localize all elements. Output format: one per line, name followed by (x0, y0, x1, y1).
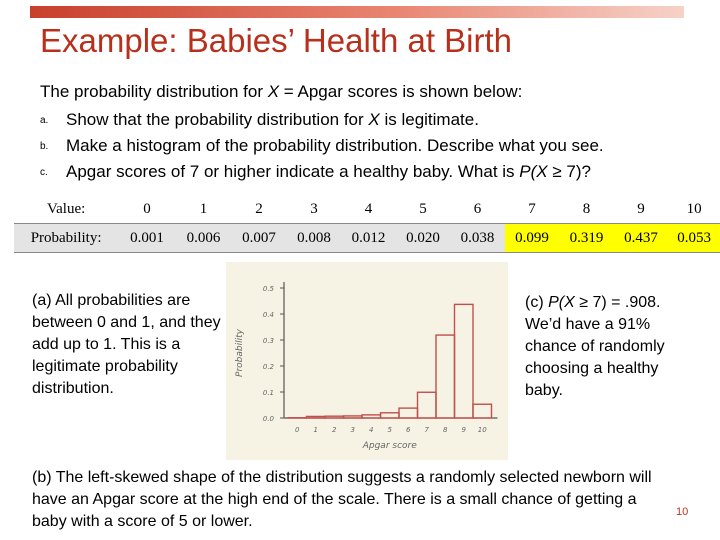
probability-cell: 0.007 (231, 224, 287, 253)
answer-a: (a) All probabilities are between 0 and 1, and they add up to 1. This is a legitimate probability distribution. (32, 292, 221, 397)
page-number: 10 (676, 506, 689, 518)
x-tick-label: 8 (443, 426, 448, 434)
histogram-bar (307, 416, 326, 418)
value-cell: 6 (450, 195, 505, 224)
probability-table (14, 195, 720, 253)
question-a (40, 110, 479, 130)
histogram-chart (226, 262, 508, 460)
list-marker: a. (40, 115, 49, 127)
probability-cell: 0.006 (176, 224, 232, 253)
probability-cell: 0.020 (396, 224, 451, 253)
answer-c (525, 292, 695, 402)
probability-header: Probability: (14, 224, 118, 253)
question-c (40, 162, 591, 182)
probability-cell: 0.437 (614, 224, 669, 253)
value-row (14, 195, 720, 224)
value-cell: 8 (559, 195, 614, 224)
y-tick-label: 0.0 (262, 415, 274, 423)
probability-cell: 0.319 (559, 224, 614, 253)
histogram-bar (362, 415, 381, 418)
x-tick-label: 0 (295, 426, 300, 434)
x-tick-label: 1 (313, 426, 318, 434)
value-cell: 1 (176, 195, 232, 224)
value-cell: 3 (287, 195, 342, 224)
list-marker: c. (40, 167, 48, 179)
histogram-bar (436, 335, 455, 418)
histogram-bar (381, 413, 400, 418)
answer-b: (b) The left-skewed shape of the distribution suggests a randomly selected newborn will have an Apgar score at the high end of the scale. There is a small chance of getting a baby with a score of 5 or lower. (32, 469, 652, 530)
y-axis-label: Probability (235, 329, 245, 377)
question-text: is legitimate. (379, 110, 479, 129)
question-text: Show that the probability distribution for (66, 110, 369, 129)
x-tick-label: 6 (406, 426, 411, 434)
question-text: ≥ 7)? (547, 162, 591, 181)
question-variable: P(X (519, 162, 548, 181)
probability-cell: 0.001 (118, 224, 175, 253)
question-text: Make a histogram of the probability distribution. Describe what you see. (66, 136, 604, 155)
value-cell: 0 (118, 195, 175, 224)
probability-cell: 0.099 (505, 224, 560, 253)
intro-variable: X (267, 82, 280, 101)
question-b (40, 136, 604, 156)
y-tick-label: 0.1 (262, 389, 274, 397)
histogram-bar (473, 404, 492, 418)
question-variable: X (368, 110, 380, 129)
list-marker: b. (40, 141, 49, 153)
x-axis-label: Apgar score (362, 441, 417, 451)
probability-cell: 0.012 (341, 224, 396, 253)
value-cell: 10 (668, 195, 720, 224)
answer-c-part: ≥ 7) = .908. We’d have a 91% chance of randomly choosing a healthy baby. (525, 294, 665, 399)
histogram-bar (399, 408, 418, 418)
value-cell: 2 (231, 195, 287, 224)
probability-cell: 0.053 (668, 224, 720, 253)
x-tick-label: 10 (477, 426, 487, 434)
y-tick-label: 0.5 (262, 285, 274, 293)
histogram-bar (455, 304, 474, 418)
x-tick-label: 9 (461, 426, 466, 434)
answer-c-part: (c) (525, 294, 549, 311)
title-accent-bar (30, 6, 684, 18)
y-tick-label: 0.3 (262, 337, 274, 345)
answer-c-variable: P(X (548, 294, 575, 311)
value-cell: 9 (614, 195, 669, 224)
probability-cell: 0.008 (287, 224, 342, 253)
x-tick-label: 2 (332, 426, 337, 434)
y-tick-label: 0.4 (262, 311, 274, 319)
question-text: Apgar scores of 7 or higher indicate a healthy baby. What is (66, 162, 520, 181)
intro-text-part: The probability distribution for (40, 82, 268, 101)
y-tick-label: 0.2 (262, 363, 274, 371)
x-tick-label: 5 (387, 426, 392, 434)
value-cell: 7 (505, 195, 560, 224)
value-header: Value: (14, 195, 118, 224)
histogram-bar (418, 392, 437, 418)
x-tick-label: 7 (424, 426, 429, 434)
slide-title: Example: Babies’ Health at Birth (40, 22, 513, 59)
x-tick-label: 4 (369, 426, 374, 434)
histogram-bar (325, 416, 344, 418)
intro-text-part: = Apgar scores is shown below: (279, 82, 523, 101)
x-tick-label: 3 (350, 426, 355, 434)
probability-cell: 0.038 (450, 224, 505, 253)
value-cell: 4 (341, 195, 396, 224)
probability-row (14, 224, 720, 253)
value-cell: 5 (396, 195, 451, 224)
intro-text (40, 82, 522, 102)
histogram-bar (344, 416, 363, 418)
histogram-image (226, 262, 508, 460)
